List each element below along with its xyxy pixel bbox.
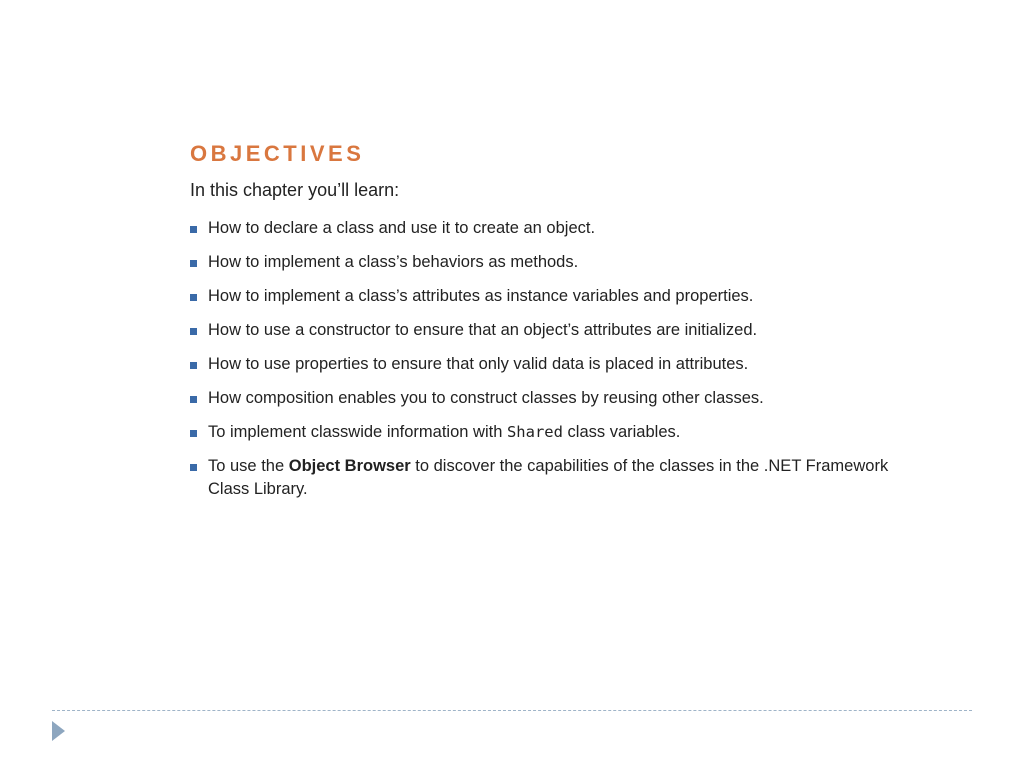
objective-item: [190, 319, 920, 342]
objective-item: [190, 251, 920, 274]
square-bullet-icon: [190, 430, 197, 437]
objective-item: [190, 387, 920, 410]
objective-text-suffix: class variables.: [562, 423, 681, 441]
square-bullet-icon: [190, 396, 197, 403]
objective-text: How to declare a class and use it to create an object.: [208, 219, 596, 237]
objectives-list: [190, 217, 920, 512]
square-bullet-icon: [190, 362, 197, 369]
triangle-right-icon[interactable]: [52, 721, 65, 741]
page-title: OBJECTIVES: [190, 141, 365, 166]
square-bullet-icon: [190, 260, 197, 267]
objective-text: How to implement a class’s behaviors as methods.: [208, 253, 579, 271]
objective-item: [190, 421, 920, 444]
objective-text-suffix: to discover the capabilities of the classes in the .NET Framework Class Library.: [208, 457, 889, 498]
object-browser-term: Object Browser: [288, 457, 411, 475]
objective-text-prefix: To use the: [208, 457, 289, 475]
objective-item: [190, 353, 920, 376]
square-bullet-icon: [190, 464, 197, 471]
objective-text: How composition enables you to construct classes by reusing other classes.: [208, 389, 764, 407]
square-bullet-icon: [190, 226, 197, 233]
objective-text: How to use a constructor to ensure that an object’s attributes are initialized.: [208, 321, 758, 339]
square-bullet-icon: [190, 294, 197, 301]
objective-text-prefix: To implement classwide information with: [208, 423, 507, 441]
objective-item: [190, 285, 920, 308]
footer-divider: [52, 710, 972, 711]
square-bullet-icon: [190, 328, 197, 335]
objective-item: [190, 217, 920, 240]
objective-text: How to implement a class’s attributes as instance variables and properties.: [208, 287, 754, 305]
objective-item: [190, 455, 920, 501]
intro-text: In this chapter you’ll learn:: [190, 180, 400, 200]
code-keyword-shared: Shared: [506, 423, 563, 441]
objective-text: How to use properties to ensure that only valid data is placed in attributes.: [208, 355, 749, 373]
